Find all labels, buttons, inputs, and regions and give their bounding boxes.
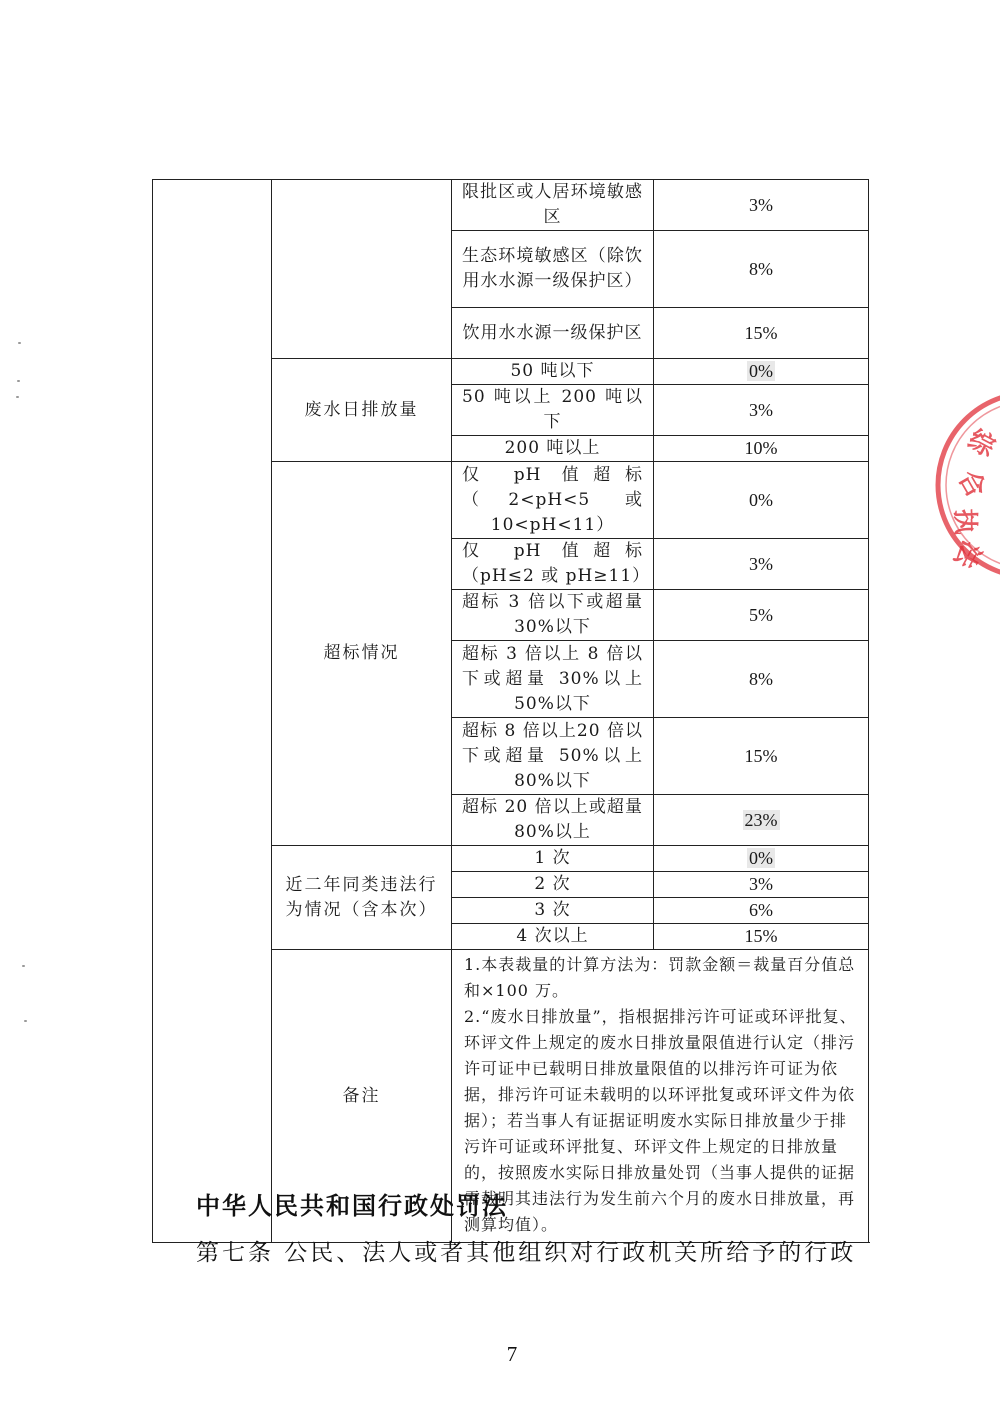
percentage-cell: 6% <box>654 898 869 924</box>
condition-cell: 2 次 <box>452 872 654 898</box>
red-seal-stamp <box>930 385 1000 590</box>
history-factor-label: 近二年同类违法行为情况（含本次） <box>272 846 452 950</box>
percentage-cell: 15% <box>654 924 869 950</box>
penalty-discretion-table <box>152 179 869 1243</box>
percentage-cell: 5% <box>654 590 869 641</box>
exceed-factor-label: 超标情况 <box>272 462 452 846</box>
percentage-cell: 15% <box>654 308 869 359</box>
condition-cell: 超标 8 倍以上20 倍以下或超量 50%以上 80%以下 <box>452 718 654 795</box>
condition-cell: 200 吨以上 <box>452 436 654 462</box>
condition-cell: 超标 3 倍以上 8 倍以下或超量 30%以上 50%以下 <box>452 641 654 718</box>
percentage-cell: 8% <box>654 641 869 718</box>
page-number: 7 <box>506 1342 518 1366</box>
percentage-cell <box>654 846 869 872</box>
scan-speck <box>24 1020 27 1022</box>
condition-cell: 3 次 <box>452 898 654 924</box>
scan-speck <box>18 342 21 344</box>
percentage-cell: 3% <box>654 872 869 898</box>
article-text: 第七条 公民、法人或者其他组织对行政机关所给予的行政 <box>196 1240 857 1266</box>
svg-text:法: 法 <box>947 535 987 573</box>
table-row <box>153 180 869 231</box>
condition-cell: 超标 3 倍以下或超量 30%以下 <box>452 590 654 641</box>
percentage-cell <box>654 359 869 385</box>
highlighted-value: 23% <box>744 809 778 830</box>
condition-cell: 仅 pH 值超标（2<pH<5 或10<pH<11） <box>452 462 654 539</box>
condition-cell: 限批区或人居环境敏感区 <box>452 180 654 231</box>
remark-line: 1.本表裁量的计算方法为：罚款金额＝裁量百分值总和×100 万。 <box>464 955 856 1000</box>
law-title: 中华人民共和国行政处罚法 <box>196 1192 508 1220</box>
wastewater-factor-label: 废水日排放量 <box>272 359 452 462</box>
condition-cell: 生态环境敏感区（除饮用水水源一级保护区） <box>452 231 654 308</box>
percentage-cell: 15% <box>654 718 869 795</box>
condition-cell: 1 次 <box>452 846 654 872</box>
condition-cell: 饮用水水源一级保护区 <box>452 308 654 359</box>
condition-cell: 4 次以上 <box>452 924 654 950</box>
percentage-cell: 3% <box>654 539 869 590</box>
percentage-cell: 3% <box>654 385 869 436</box>
remarks-label: 备注 <box>272 950 452 1243</box>
percentage-cell: 0% <box>654 462 869 539</box>
remarks-content <box>452 950 869 1243</box>
condition-cell: 仅 pH 值超标（pH≤2 或 pH≥11） <box>452 539 654 590</box>
condition-cell: 50 吨以上 200 吨以下 <box>452 385 654 436</box>
svg-text:综: 综 <box>962 424 1000 464</box>
empty-factor-cell <box>272 180 452 359</box>
highlighted-value: 0% <box>749 848 773 868</box>
empty-category-cell <box>153 180 272 1243</box>
svg-text:合: 合 <box>951 465 991 504</box>
percentage-cell: 10% <box>654 436 869 462</box>
scan-speck <box>16 396 19 398</box>
svg-text:执: 执 <box>949 508 980 536</box>
condition-cell: 50 吨以下 <box>452 359 654 385</box>
highlighted-value: 0% <box>749 361 773 381</box>
percentage-cell <box>654 795 869 846</box>
scan-speck <box>17 380 20 382</box>
percentage-cell: 3% <box>654 180 869 231</box>
percentage-cell: 8% <box>654 231 869 308</box>
remark-line: 2.“废水日排放量”，指根据排污许可证或环评批复、环评文件上规定的废水日排放量限值进行认定（排污许可证中已载明日排放量限值的以排污许可证为依据，排污许可证未载明的以环评批复或环评文件为依据）；若当事人有证据证明废水实际日排放量少于排污许可证或环评批复、环评文件上规定的日排放量的，按照废水实际日排放量处罚（当事人提供的证据需载明其违法行为发生前六个月的废水日排放量，再测算均值）。 <box>464 1007 857 1234</box>
condition-cell: 超标 20 倍以上或超量 80%以上 <box>452 795 654 846</box>
scan-speck <box>22 965 25 967</box>
